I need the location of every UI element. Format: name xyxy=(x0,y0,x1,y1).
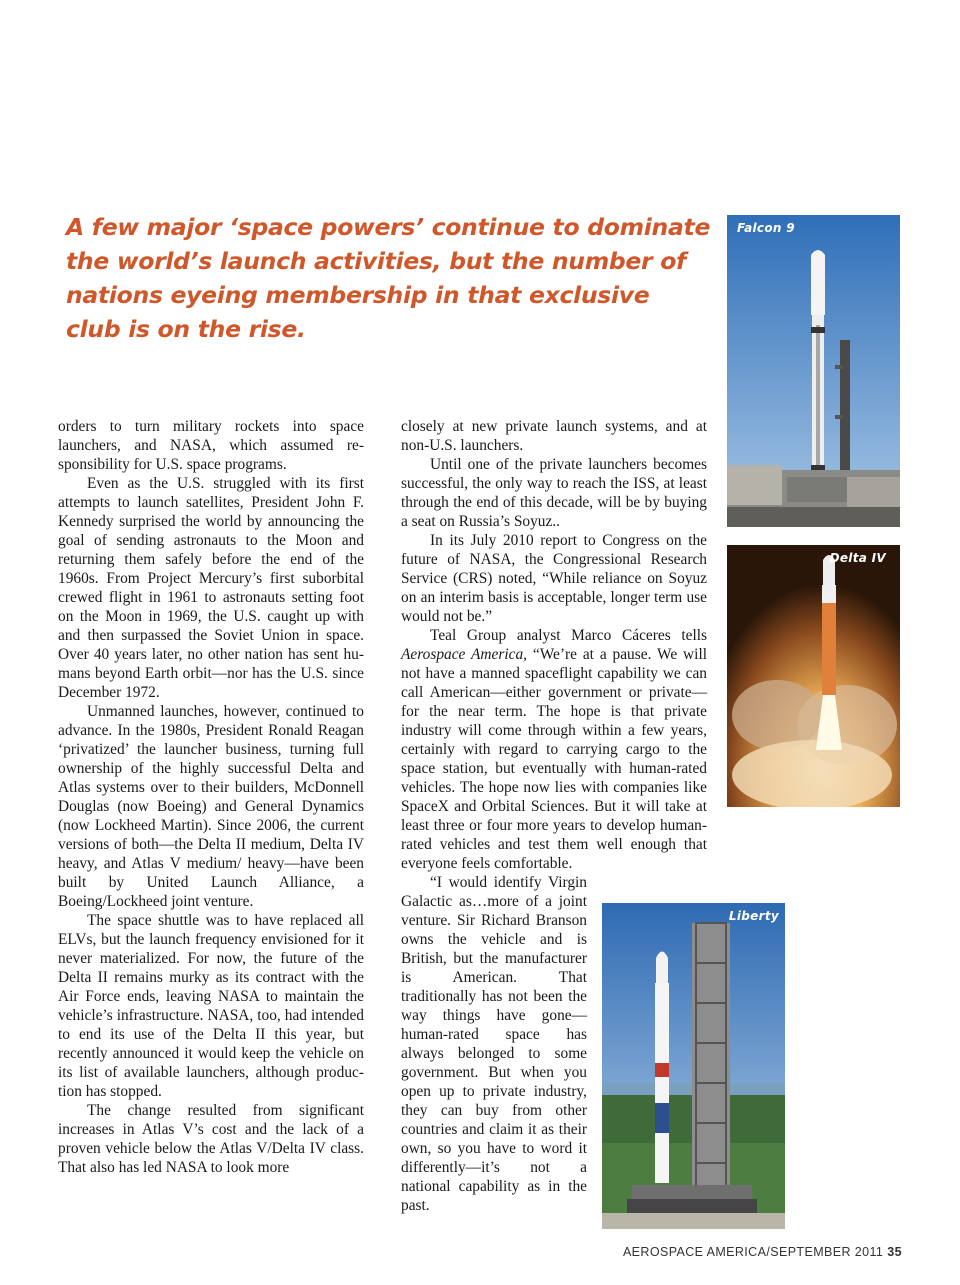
falcon9-photo xyxy=(727,215,900,527)
pull-quote-line: club is on the rise. xyxy=(66,315,306,343)
delta4-illustration xyxy=(727,545,900,807)
pull-quote-line: the world’s launch activities, but the number of xyxy=(66,247,686,275)
page-number: 35 xyxy=(887,1245,902,1259)
publication-name: Aerospace America, xyxy=(401,646,527,663)
pull-quote-line: nations eyeing membership in that exclusive xyxy=(66,281,650,309)
paragraph: Even as the U.S. struggled with its first attempts to launch satellites, President John F. Kennedy surprised the world by announcing the goal of sending astronauts to the Moon and returning them safely before the end of the 1960s. From Project Mercury’s first suborbital crewed flight in 1961 to astronauts setting foot on the Moon in 1969, the U.S. caught up with and then surpassed the Soviet Union in space. Over 40 years later, no other nation has sent humans beyond Earth orbit—nor has the U.S. since December 1972. xyxy=(58,475,364,701)
paragraph: closely at new private launch systems, and at non-U.S. launchers. xyxy=(401,418,707,454)
falcon9-caption: Falcon 9 xyxy=(737,221,795,235)
falcon9-illustration xyxy=(727,215,900,527)
paragraph: In its July 2010 report to Congress on the future of NASA, the Congressional Research Service (CRS) noted, “While reliance on Soyuz on an interim basis is acceptable, longer term use would not be.” xyxy=(401,532,707,625)
paragraph-text: “We’re at a pause. We will not have a manned spaceflight capability we can call American—either government or private—for the near term. The hope is that private industry will come through within a few years, certainly with regard to carrying cargo to the space station, but eventually with human-rated vehicles. The hope now lies with companies like SpaceX and Orbital Sciences. But it will take at least three or four more years to develop human-rated vehicles and test them well enough that everyone feels comfortable. xyxy=(401,646,707,872)
liberty-caption: Liberty xyxy=(728,909,779,923)
paragraph: Until one of the private launchers becomes successful, the only way to reach the ISS, at least through the end of this decade, will be by buying a seat on Russia’s Soyuz.. xyxy=(401,456,707,530)
paragraph: The change resulted from significant increases in Atlas V’s cost and the lack of a proven vehicle below the Atlas V/Delta IV class. That also has led NASA to look more xyxy=(58,1102,364,1176)
article-column-left xyxy=(58,417,364,1177)
paragraph: “I would identify Virgin Galactic as…more of a joint venture. Sir Richard Branson owns the vehicle and is British, but the manufacturer is American. That traditionally has not been the way things have gone—human-rated space has always belonged to some government. But when you open up to private industry, they can buy from other countries and claim it as their own, so you have to word it differently—it’s not a national capability as in the past. xyxy=(401,874,587,1214)
delta4-photo xyxy=(727,545,900,807)
liberty-illustration xyxy=(602,903,785,1229)
paragraph xyxy=(401,626,707,873)
paragraph: Unmanned launches, however, continued to advance. In the 1980s, President Ronald Reagan ‘privatized’ the launcher business, turning full ownership of the highly successful Delta and Atlas systems over to their builders, McDonnell Douglas (now Boeing) and General Dynamics (now Lockheed Martin). Since 2006, the current versions of both—the Delta II medium, Delta IV heavy, and Atlas V medium/ heavy—have been built by United Launch Alliance, a Boeing/Lockheed joint venture. xyxy=(58,703,364,910)
liberty-photo xyxy=(602,903,785,1229)
delta4-caption: Delta IV xyxy=(829,551,886,565)
pull-quote-line: A few major ‘space powers’ continue to dominate xyxy=(66,213,711,241)
page-footer xyxy=(623,1245,902,1259)
pull-quote xyxy=(66,210,711,346)
paragraph: orders to turn military rockets into space launchers, and NASA, which assumed responsibility for U.S. space programs. xyxy=(58,418,364,473)
paragraph-text: Teal Group analyst Marco Cáceres tells xyxy=(430,627,707,644)
paragraph: The space shuttle was to have replaced all ELVs, but the launch frequency envisioned for it never materialized. For now, the future of the Delta II remains murky as its contract with the Air Force ends, leaving NASA to maintain the vehicle’s infrastructure. NASA, too, had intended to end its use of the Delta II this year, but recently announced it would keep the vehicle on its list of available launchers, although production has stopped. xyxy=(58,912,364,1100)
publication-line: AEROSPACE AMERICA/SEPTEMBER 2011 xyxy=(622,1245,884,1259)
